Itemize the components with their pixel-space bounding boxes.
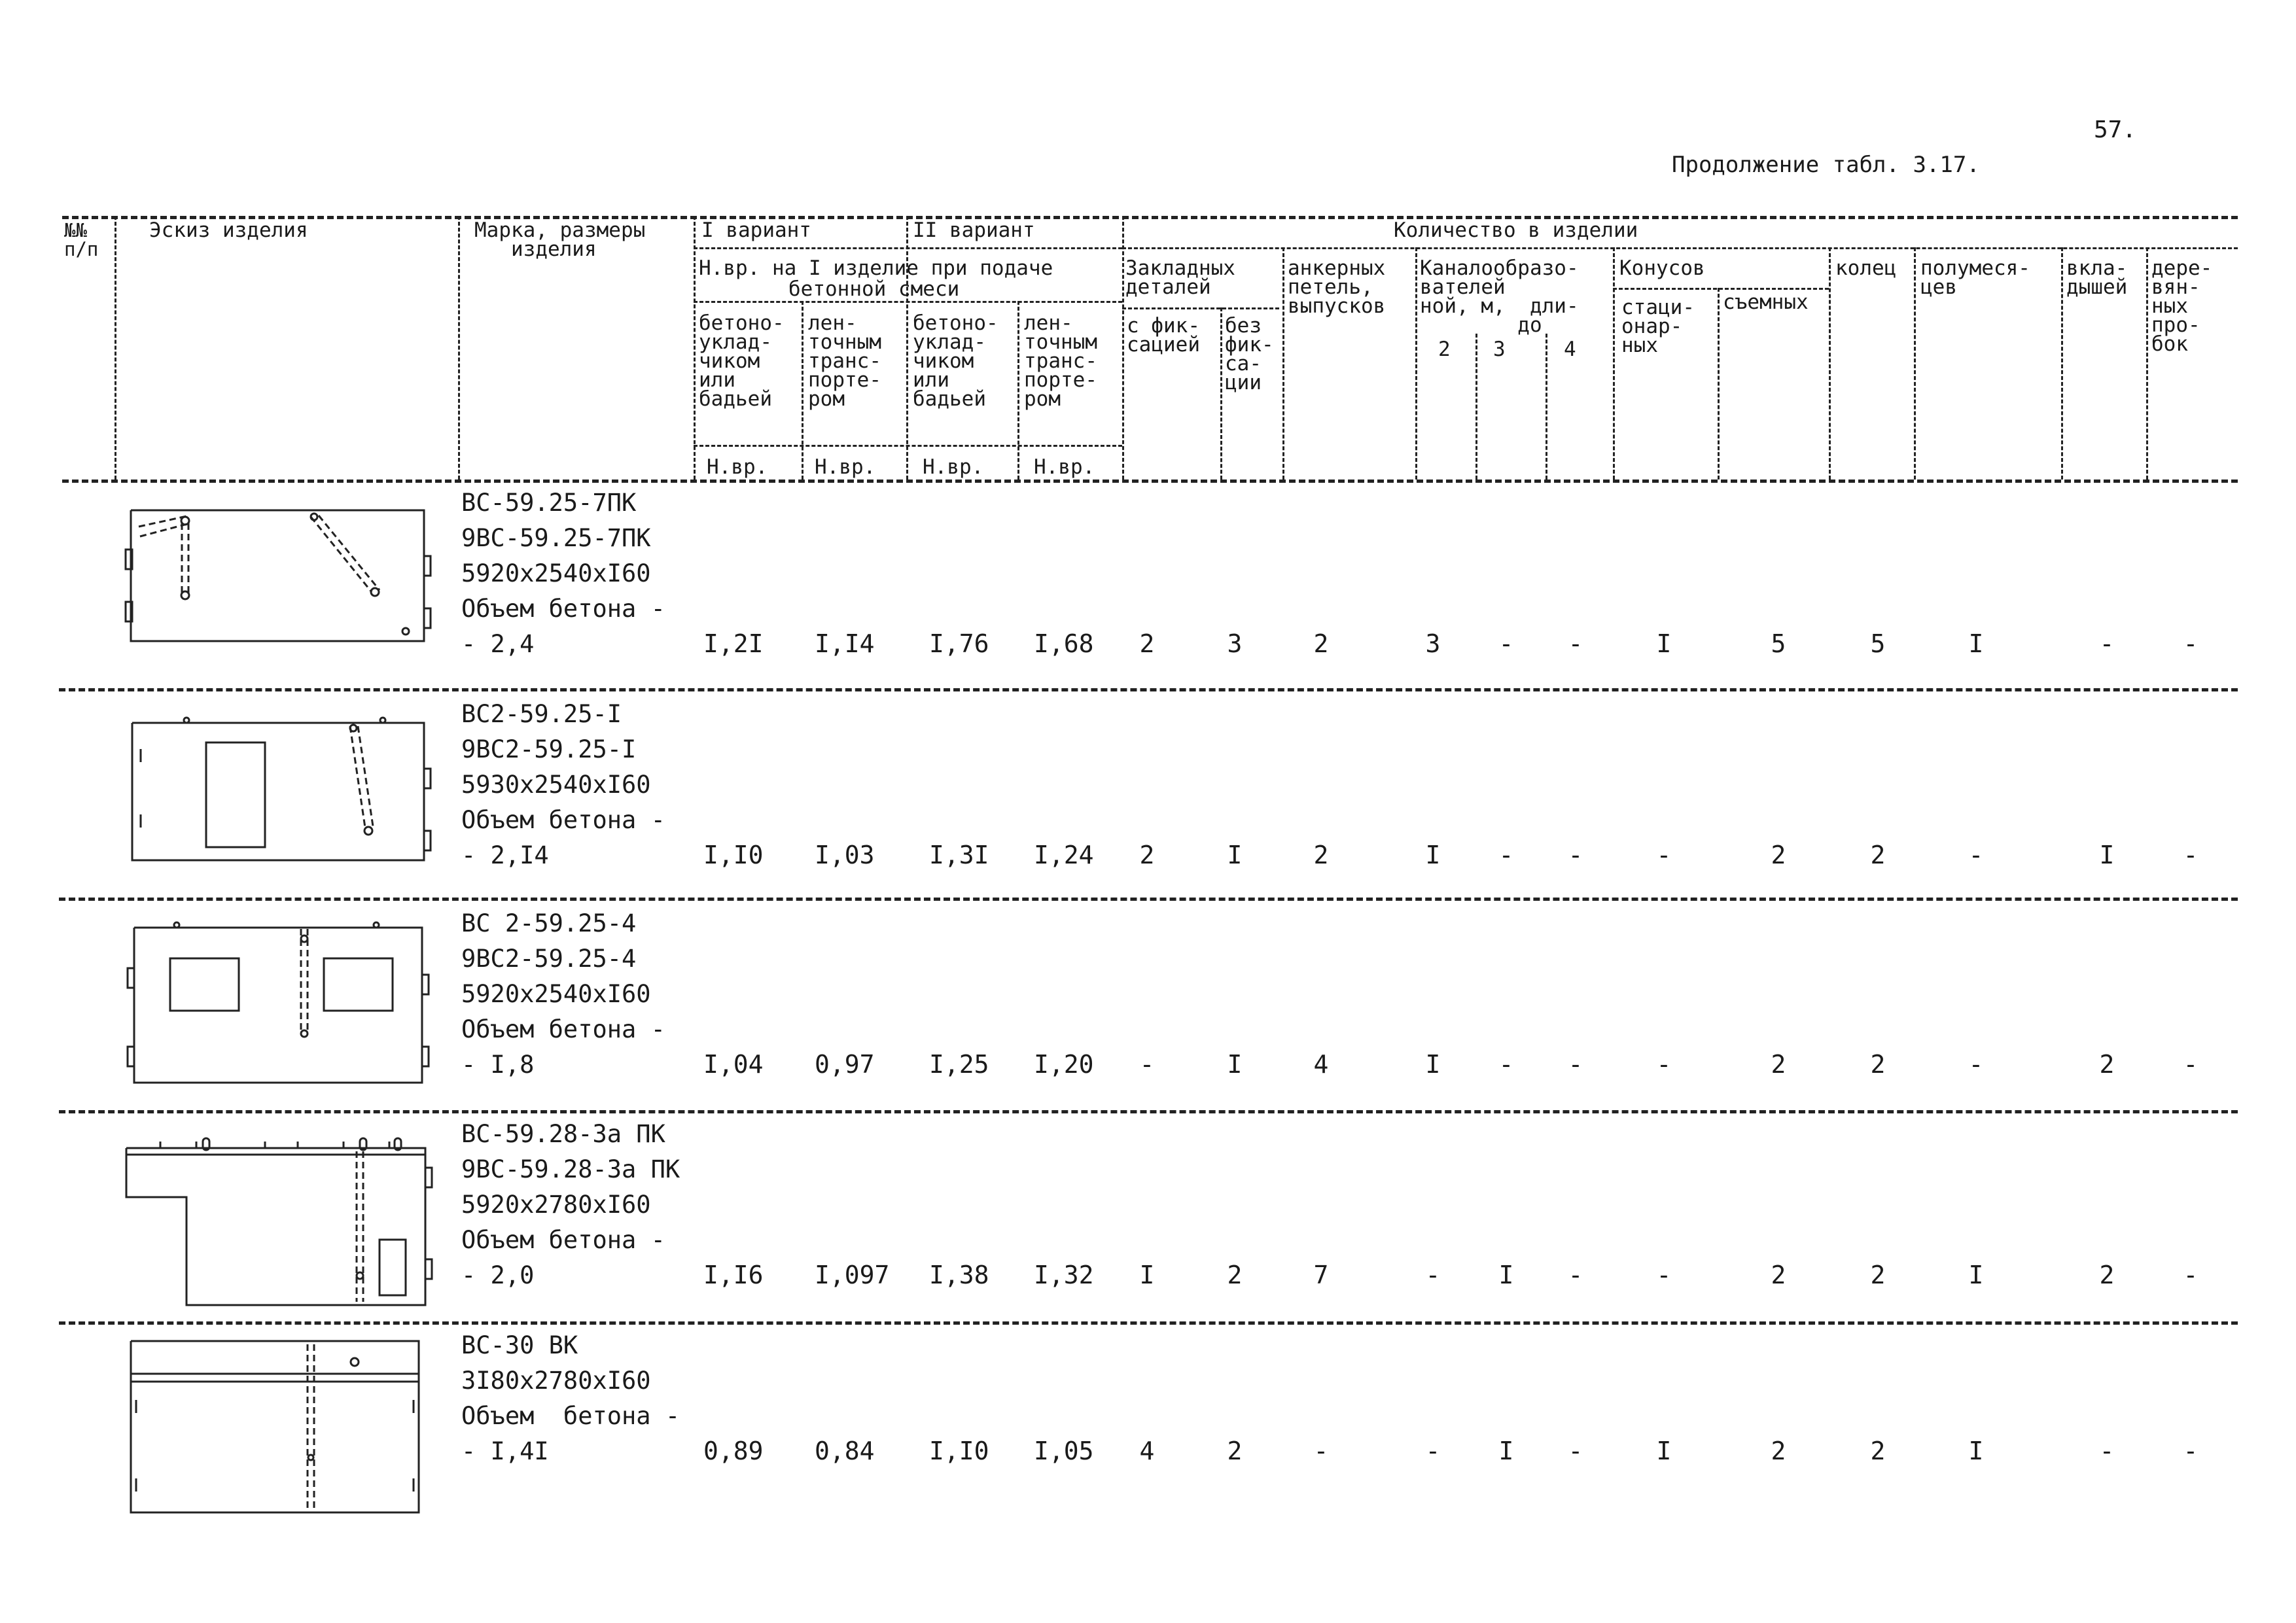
row-mark: 5920х2540хI60 [461, 980, 651, 1008]
cell-value: I,76 [929, 629, 989, 658]
row-separator [59, 898, 2238, 901]
col-sep [1914, 247, 1916, 480]
cell-value: - [1139, 1050, 1155, 1079]
col-sep [1545, 334, 1547, 480]
row-mark: 9ВС2-59.25-4 [461, 945, 637, 973]
cell-value: - [1568, 841, 1583, 869]
cell-value: 2 [1771, 841, 1786, 869]
header-mark: Марка, размеры изделия [474, 218, 646, 261]
cell-value: I [1425, 1050, 1441, 1079]
cell-value: - [1656, 841, 1672, 869]
header-paver-v2: бетоно- уклад- чиком или бадьей [913, 311, 998, 411]
cell-value: - [2099, 1437, 2115, 1465]
col-sep [1718, 288, 1720, 480]
cell-value: I,097 [815, 1261, 890, 1289]
cell-value: 2 [1771, 1261, 1786, 1289]
row-mark: 9ВС2-59.25-I [461, 735, 637, 763]
cell-value: I [1425, 841, 1441, 869]
cell-value: 2 [1139, 629, 1155, 658]
cell-value: - [2183, 629, 2199, 658]
cell-value: 4 [1313, 1050, 1329, 1079]
header-nvr-line2: бетонной смеси [788, 277, 960, 301]
row-mark: 5930х2540хI60 [461, 771, 651, 799]
product-sketch-3 [124, 916, 438, 1086]
col-sep [694, 216, 696, 480]
cell-value: I,24 [1034, 841, 1094, 869]
col-sep [1475, 334, 1477, 480]
header-halfmoons: полумеся- цев [1920, 256, 2030, 299]
cell-value: - [1568, 1050, 1583, 1079]
header-unit: Н.вр. [1034, 455, 1095, 479]
cell-value: 2 [1771, 1050, 1786, 1079]
cell-value: I [1227, 1050, 1243, 1079]
cell-value: - [1656, 1050, 1672, 1079]
header-anchor: анкерных петель, выпусков [1288, 256, 1386, 318]
cell-value: I,25 [929, 1050, 989, 1079]
cell-value: 2 [1870, 1261, 1886, 1289]
header-ch2: 2 [1438, 338, 1451, 361]
row-mark: Объем бетона - [461, 1015, 665, 1043]
cell-value: - [1313, 1437, 1329, 1465]
col-sep [1220, 307, 1222, 480]
cell-value: I [1656, 1437, 1672, 1465]
row-mark: - I,4I [461, 1437, 549, 1465]
cell-value: 2 [1139, 841, 1155, 869]
table-top-rule [62, 216, 2238, 219]
cell-value: 2 [1227, 1437, 1243, 1465]
cell-value: I [1498, 1437, 1514, 1465]
row-mark: 9ВС-59.28-3а ПК [461, 1155, 680, 1183]
cell-value: I [2099, 841, 2115, 869]
cell-value: - [1498, 1050, 1514, 1079]
product-sketch-4 [121, 1125, 442, 1312]
header-unit: Н.вр. [923, 455, 984, 479]
header-nvr-line1: Н.вр. на I изделие при подаче [699, 256, 1053, 280]
header-channel: Каналообразо- вателей ной, м, дли- до [1420, 256, 1579, 337]
cell-value: - [1425, 1437, 1441, 1465]
header-bottom-rule [62, 480, 2238, 483]
cell-value: - [1425, 1261, 1441, 1289]
cell-value: I [1968, 1261, 1984, 1289]
row-mark: 3I80х2780хI60 [461, 1367, 651, 1395]
header-quantity: Количество в изделии [1394, 218, 1638, 242]
cell-value: 4 [1139, 1437, 1155, 1465]
header-ch4: 4 [1564, 338, 1576, 361]
cell-value: 2 [1771, 1437, 1786, 1465]
header-rule-embedded-sub [1122, 307, 1279, 309]
col-sep [2061, 247, 2063, 480]
header-unit: Н.вр. [707, 455, 768, 479]
cell-value: I,68 [1034, 629, 1094, 658]
col-sep [2146, 247, 2148, 480]
cell-value: 3 [1227, 629, 1243, 658]
cell-value: I,20 [1034, 1050, 1094, 1079]
row-mark: - 2,I4 [461, 841, 549, 869]
cell-value: 2 [1870, 841, 1886, 869]
col-sep [458, 216, 460, 480]
row-mark: ВС 2-59.25-4 [461, 909, 637, 937]
cell-value: 2 [1227, 1261, 1243, 1289]
header-unit: Н.вр. [815, 455, 876, 479]
cell-value: 5 [1771, 629, 1786, 658]
row-separator [59, 1110, 2238, 1113]
row-mark: - I,8 [461, 1051, 535, 1079]
cell-value: I [1968, 1437, 1984, 1465]
header-ch3: 3 [1493, 338, 1506, 361]
header-sketch: Эскиз изделия [149, 218, 308, 242]
row-mark: ВС2-59.25-I [461, 700, 622, 728]
row-mark: Объем бетона - [461, 595, 665, 623]
row-mark: Объем бетона - [461, 1402, 680, 1430]
header-rings: колец [1835, 256, 1897, 280]
cell-value: I [1227, 841, 1243, 869]
cell-value: 0,89 [703, 1437, 764, 1465]
cell-value: - [1656, 1261, 1672, 1289]
header-with-fix: с фик- сацией [1127, 314, 1200, 357]
col-sep [1122, 216, 1124, 480]
header-rule-embedded [1122, 247, 2238, 249]
cell-value: - [2183, 1437, 2199, 1465]
cell-value: 3 [1425, 629, 1441, 658]
header-belt-v2: лен- точным транс- порте- ром [1024, 311, 1097, 411]
row-mark: 9ВС-59.25-7ПК [461, 524, 651, 552]
header-inserts: вкла- дышей [2066, 256, 2128, 299]
cell-value: 2 [2099, 1050, 2115, 1079]
cell-value: I,03 [815, 841, 875, 869]
cell-value: - [1968, 1050, 1984, 1079]
product-sketch-5 [124, 1335, 432, 1521]
table-caption: Продолжение табл. 3.17. [1672, 152, 1980, 178]
header-belt-v1: лен- точным транс- порте- ром [808, 311, 881, 411]
product-sketch-1 [124, 497, 438, 648]
col-sep [1613, 247, 1615, 480]
cell-value: 0,97 [815, 1050, 875, 1079]
cell-value: - [1568, 1437, 1583, 1465]
product-sketch-2 [124, 710, 438, 867]
col-sep [1282, 247, 1284, 480]
cell-value: I [1968, 629, 1984, 658]
header-without-fix: без фик- са- ции [1225, 314, 1274, 394]
col-sep [906, 216, 908, 480]
cell-value: - [2183, 1050, 2199, 1079]
col-sep [1415, 247, 1417, 480]
page-number: 57. [2094, 116, 2137, 143]
row-mark: 5920х2540хI60 [461, 559, 651, 587]
row-mark: - 2,4 [461, 630, 535, 658]
cell-value: 2 [1870, 1437, 1886, 1465]
col-sep [1017, 301, 1019, 480]
cell-value: I,04 [703, 1050, 764, 1079]
cell-value: - [1968, 841, 1984, 869]
cell-value: I,2I [703, 629, 764, 658]
col-sep [802, 301, 804, 480]
cell-value: - [1498, 841, 1514, 869]
cell-value: I,32 [1034, 1261, 1094, 1289]
row-mark: Объем бетона - [461, 806, 665, 834]
header-variant1: I вариант [701, 218, 811, 242]
header-num: №№ п/п [64, 219, 99, 260]
cell-value: I,38 [929, 1261, 989, 1289]
row-mark: ВС-30 ВК [461, 1331, 578, 1359]
row-mark: ВС-59.25-7ПК [461, 489, 637, 517]
cell-value: I,I6 [703, 1261, 764, 1289]
row-mark: 5920х2780хI60 [461, 1191, 651, 1219]
col-sep [115, 216, 116, 480]
header-cones: Конусов [1619, 256, 1705, 280]
cell-value: 2 [1313, 841, 1329, 869]
cell-value: - [1498, 629, 1514, 658]
cell-value: I,3I [929, 841, 989, 869]
header-variant2: II вариант [913, 218, 1035, 242]
cell-value: - [2099, 629, 2115, 658]
header-rule-cones [1613, 288, 1829, 290]
cell-value: I [1656, 629, 1672, 658]
cell-value: I,05 [1034, 1437, 1094, 1465]
cell-value: 2 [1313, 629, 1329, 658]
row-mark: - 2,0 [461, 1261, 535, 1289]
cell-value: 5 [1870, 629, 1886, 658]
row-separator [59, 688, 2238, 691]
cell-value: - [2183, 1261, 2199, 1289]
cell-value: I,I4 [815, 629, 875, 658]
cell-value: I [1498, 1261, 1514, 1289]
cell-value: 0,84 [815, 1437, 875, 1465]
row-mark: Объем бетона - [461, 1226, 665, 1254]
header-plugs: дере- вян- ных про- бок [2151, 256, 2213, 356]
cell-value: - [1568, 1261, 1583, 1289]
cell-value: I [1139, 1261, 1155, 1289]
header-removable: съемных [1723, 290, 1809, 314]
cell-value: - [1568, 629, 1583, 658]
header-paver-v1: бетоно- уклад- чиком или бадьей [699, 311, 785, 411]
cell-value: I,I0 [703, 841, 764, 869]
col-sep [1829, 247, 1831, 480]
header-embedded: Закладных деталей [1125, 256, 1235, 299]
header-stationary: стаци- онар- ных [1621, 296, 1695, 357]
cell-value: 2 [1870, 1050, 1886, 1079]
row-separator [59, 1321, 2238, 1325]
cell-value: 2 [2099, 1261, 2115, 1289]
cell-value: - [2183, 841, 2199, 869]
cell-value: I,I0 [929, 1437, 989, 1465]
cell-value: 7 [1313, 1261, 1329, 1289]
row-mark: ВС-59.28-3а ПК [461, 1120, 665, 1148]
